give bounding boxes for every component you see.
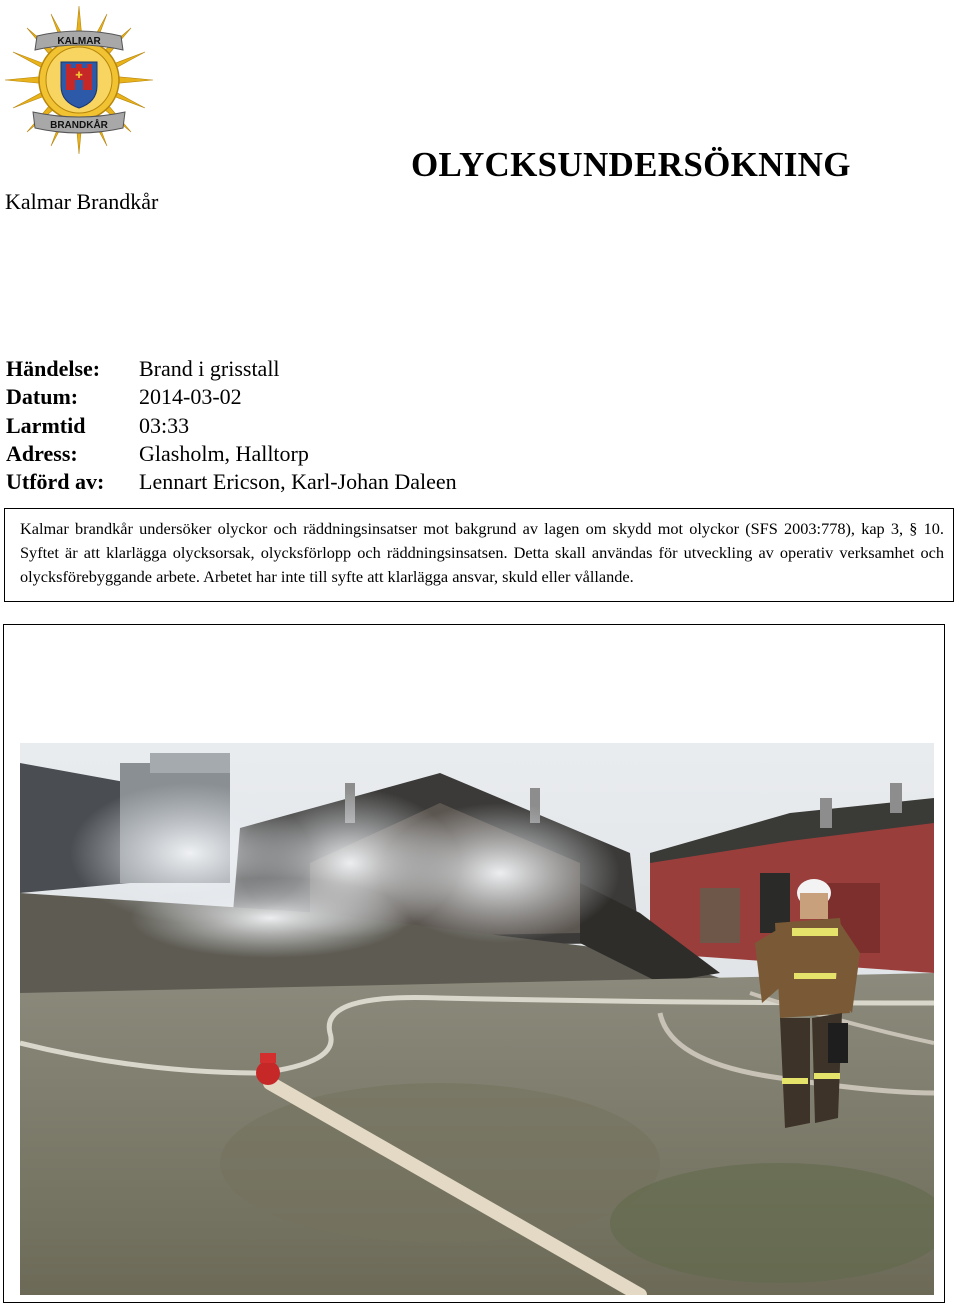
performed-by-value: Lennart Ericson, Karl-Johan Daleen [139, 469, 457, 495]
incident-details [6, 355, 457, 496]
kalmar-brandkar-logo [2, 4, 156, 156]
alarm-time-label: Larmtid [6, 412, 86, 438]
alarm-time-value: 03:33 [139, 412, 190, 438]
date-label: Datum: [6, 384, 79, 410]
address-label: Adress: [6, 440, 78, 466]
svg-text:BRANDKÅR: BRANDKÅR [50, 120, 108, 131]
incident-row-address [6, 440, 457, 468]
svg-text:✚: ✚ [75, 71, 83, 81]
organization-name: Kalmar Brandkår [5, 189, 159, 214]
performed-by-label: Utförd av: [6, 469, 105, 495]
fire-scene-photo [20, 743, 934, 1295]
incident-row-performed-by [6, 468, 457, 496]
disclaimer-text: Kalmar brandkår undersöker olyckor och räddningsinsatser mot bakgrund av lagen om skydd mot olyckor (SFS 2003:778), kap 3, § 10. Syftet är att klarlägga olycksorsak, olycksförlopp och räddningsinsatsen. Detta skall användas för utveckling av operativ verksamhet och olycksförebyggande arbete. Arbetet har inte till syfte att klarlägga ansvar, skuld eller vållande. [20, 519, 944, 586]
document-title: OLYCKSUNDERSÖKNING [411, 145, 851, 184]
address-value: Glasholm, Halltorp [139, 440, 309, 466]
disclaimer-box [4, 508, 954, 602]
event-value: Brand i grisstall [139, 356, 280, 381]
incident-row-date [6, 383, 457, 411]
incident-row-alarm-time [6, 412, 457, 440]
incident-row-event [6, 355, 457, 383]
event-label: Händelse: [6, 356, 101, 381]
photo-frame [3, 624, 945, 1303]
date-value: 2014-03-02 [139, 384, 242, 410]
svg-text:KALMAR: KALMAR [57, 36, 101, 47]
